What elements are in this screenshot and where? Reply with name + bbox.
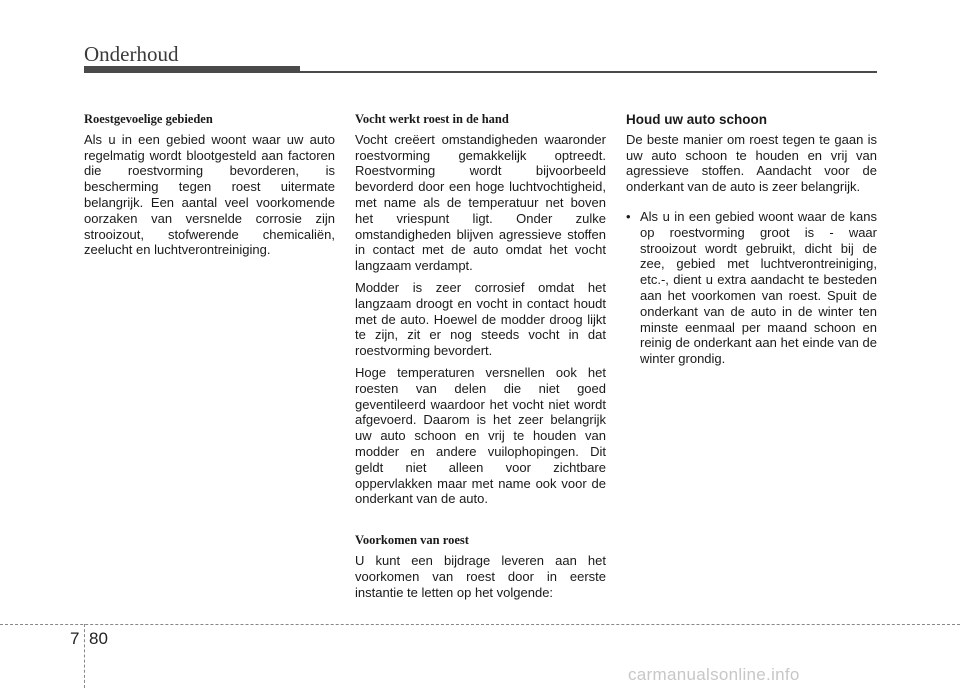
- section-title: Onderhoud: [84, 42, 179, 66]
- watermark: carmanualsonline.info: [628, 665, 800, 684]
- column-moisture-rust: [355, 112, 606, 606]
- heading-prevent-rust: Voorkomen van roest: [355, 533, 469, 548]
- page-number: 80: [89, 629, 108, 648]
- chapter-number: 7: [70, 629, 80, 648]
- column-rust-sensitive-areas: [84, 112, 335, 264]
- bullet-icon: •: [626, 208, 631, 224]
- paragraph: U kunt een bijdrage leveren aan het voorkomen van roest door in eerste instantie te letten op het volgende:: [355, 552, 606, 600]
- bullet-text: Als u in een gebied woont waar de kans op roestvorming groot is - waar strooizout wordt gebruikt, dicht bij de zee, gebied met luchtverontreiniging, etc.-, dient u extra aandacht te besteden aan het voorkomen van roest. Spuit de onderkant van de auto in de winter ten minste eenmaal per maand schoon en reinig de onderkant aan het einde van de winter grondig.: [640, 208, 877, 367]
- footer-vertical-divider: [84, 624, 85, 688]
- paragraph: Modder is zeer corrosief omdat het langzaam droogt en vocht in contact houdt met de auto. Hoewel de modder droog lijkt te zijn, zit er nog steeds vocht in dat roestvorming bevordert.: [355, 279, 606, 359]
- column-keep-car-clean: [626, 112, 877, 367]
- heading-moisture-rust: Vocht werkt roest in de hand: [355, 112, 509, 126]
- paragraph: Vocht creëert omstandigheden waaronder roestvorming gemakkelijk optreedt. Roestvorming wordt bijvoorbeeld bevorderd door een hoge luchtvochtigheid, met name als de temperatuur net boven het vriespunt ligt. Onder zulke omstandigheden blijven agressieve stoffen in contact met de auto omdat het vocht langzaam verdampt.: [355, 131, 606, 274]
- bullet-item: [626, 209, 877, 367]
- spacer: [355, 513, 606, 533]
- heading-rust-sensitive-areas: Roestgevoelige gebieden: [84, 112, 213, 126]
- header-rule: [300, 71, 877, 73]
- footer-divider: [0, 624, 960, 625]
- paragraph: Hoge temperaturen versnellen ook het roesten van delen die niet goed geventileerd waardoor het vocht niet wordt afgevoerd. Daarom is het zeer belangrijk uw auto schoon en vrij te houden van modder en andere vuilophopingen. Dit geldt niet alleen voor zichtbare oppervlakken maar met name ook voor de onderkant van de auto.: [355, 364, 606, 507]
- header-accent-bar: [84, 66, 300, 73]
- paragraph: Als u in een gebied woont waar uw auto regelmatig wordt blootgesteld aan factoren die roestvorming bevorderen, is bescherming tegen roest uitermate belangrijk. Een aantal veel voorkomende oorzaken van versnelde corrosie zijn strooizout, stofwerende chemicaliën, zeelucht en luchtverontreiniging.: [84, 131, 335, 258]
- heading-keep-car-clean: Houd uw auto schoon: [626, 112, 767, 127]
- paragraph: De beste manier om roest tegen te gaan is uw auto schoon te houden en vrij van agressieve stoffen. Aandacht voor de onderkant van de auto is zeer belangrijk.: [626, 131, 877, 195]
